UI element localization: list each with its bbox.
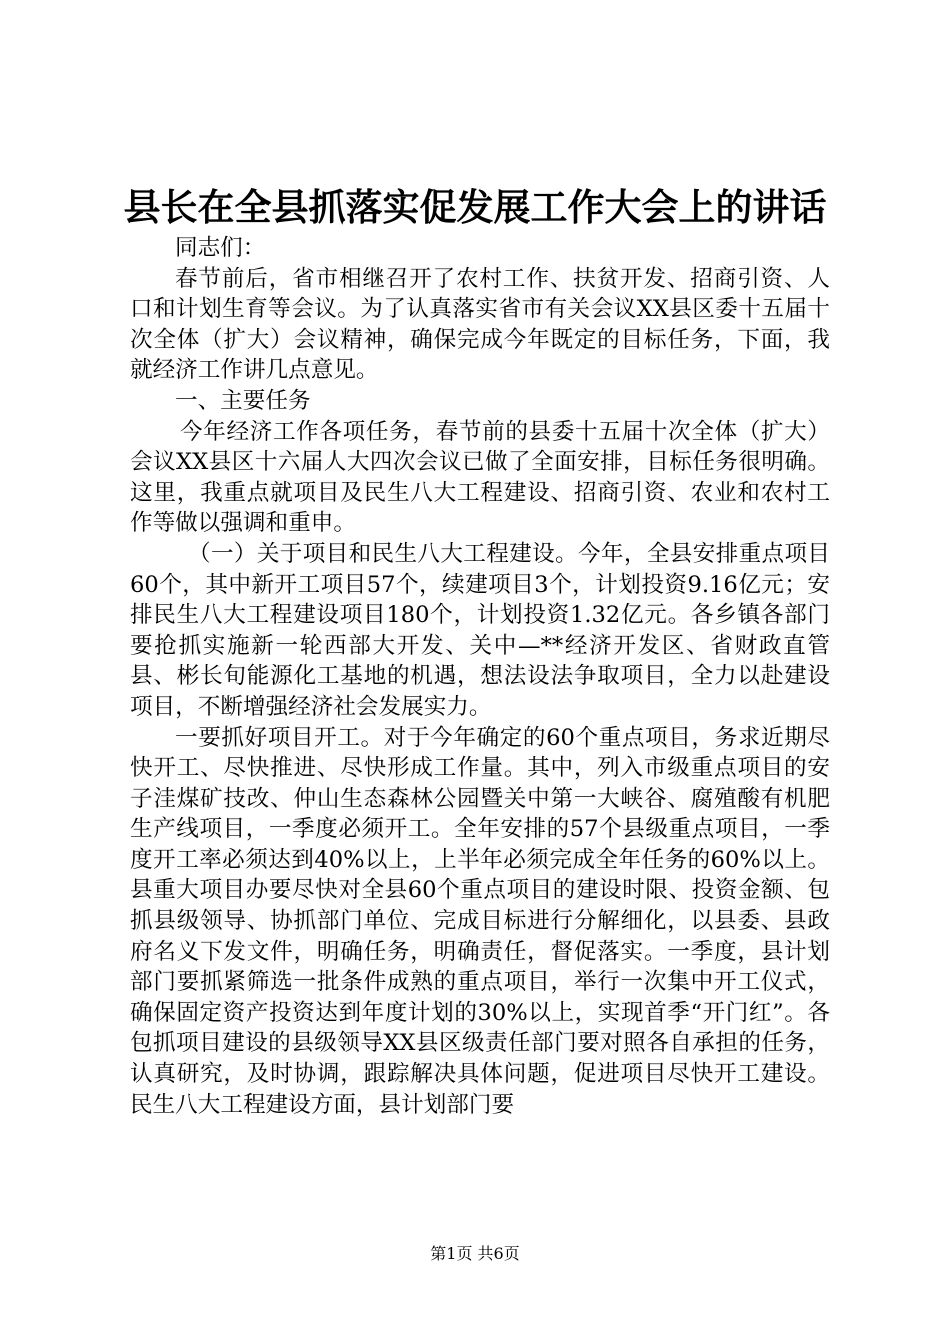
document-title: 县长在全县抓落实促发展工作大会上的讲话 xyxy=(123,185,827,229)
page-footer: 第1页 共6页 xyxy=(430,1244,520,1263)
body-paragraph: 一要抓好项目开工。对于今年确定的60个重点项目，务求近期尽快开工、尽快推进、尽快形成工作量。其中，列入市级重点项目的安子洼煤矿技改、仲山生态森林公园暨关中第一大峡谷、腐殖酸有机肥生产线项目，一季度必须开工。全年安排的57个县级重点项目，一季度开工率必须达到40%以上，上半年必须完成全年任务的60%以上。县重大项目办要尽快对全县60个重点项目的建设时限、投资金额、包抓县级领导、协抓部门单位、完成目标进行分解细化，以县委、县政府名义下发文件，明确任务，明确责任，督促落实。一季度，县计划部门要抓紧筛选一批条件成熟的重点项目，举行一次集中开工仪式，确保固定资产投资达到年度计划的30%以上，实现首季“开门红”。各包抓项目建设的县级领导XX县区级责任部门要对照各自承担的任务，认真研究，及时协调，跟踪解决具体问题，促进项目尽快开工建设。民生八大工程建设方面，县计划部门要 xyxy=(130,724,830,1118)
document-body xyxy=(130,233,830,1120)
body-paragraph: 春节前后，省市相继召开了农村工作、扶贫开发、招商引资、人口和计划生育等会议。为了认真落实省市有关会议XX县区委十五届十次全体（扩大）会议精神，确保完成今年既定的目标任务，下面，我就经济工作讲几点意见。 xyxy=(130,265,830,384)
body-paragraph: 今年经济工作各项任务，春节前的县委十五届十次全体（扩大）会议XX县区十六届人大四次会议已做了全面安排，目标任务很明确。这里，我重点就项目及民生八大工程建设、招商引资、农业和农村工作等做以强调和重申。 xyxy=(130,418,830,537)
salutation-paragraph: 同志们： xyxy=(175,235,266,261)
section-heading: 一、主要任务 xyxy=(175,387,311,414)
body-paragraph: （一）关于项目和民生八大工程建设。今年，全县安排重点项目60个，其中新开工项目57个，续建项目3个，计划投资9.16亿元；安排民生八大工程建设项目180个，计划投资1.32亿元。各乡镇各部门要抢抓实施新一轮西部大开发、关中—**经济开发区、省财政直管县、彬长旬能源化工基地的机遇，想法设法争取项目，全力以赴建设项目，不断增强经济社会发展实力。 xyxy=(130,540,830,720)
